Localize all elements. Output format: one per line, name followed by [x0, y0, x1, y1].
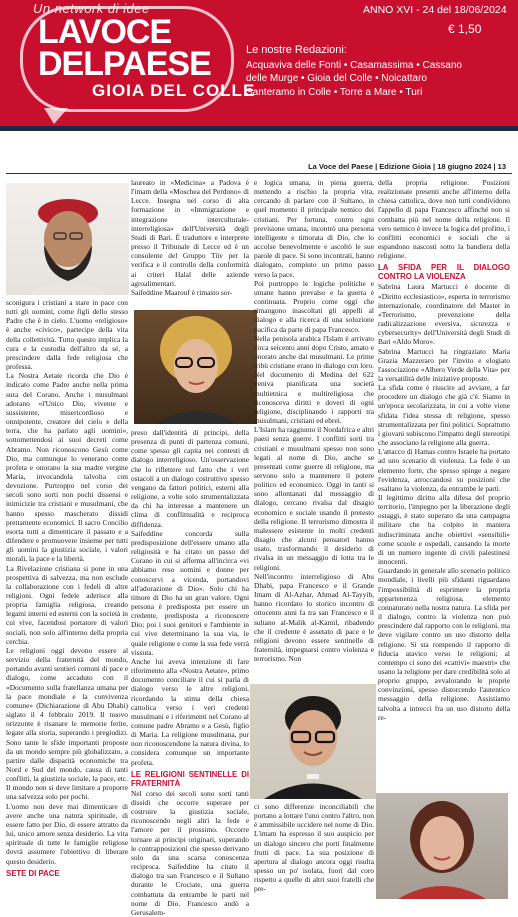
brand-name-line1: LAVOCE	[38, 13, 172, 51]
header-rule	[6, 173, 512, 174]
article-column-1	[6, 298, 128, 879]
paragraph: L'Islam ha raggiunto il Nordafrica e altri paesi senza guerre. I conflitti sorti tra cristiani e musulmani spesso non sono legati al nome di Dio, anche se presentati come guerre di religione, ma servono solo a mantenere il potere politico ed economico. Oggi in tanti si sono allontanati dal messaggio di dialogo, cercano rivalsa dal disagio economico e sociale usando il pretesto della religione. Il terrorismo dimostra il malessere esistente in molti credenti disagio che alcuni pensatori hanno usato, trasformando il desiderio di rivalsa in un messaggio di lotta tra le religioni.	[254, 425, 374, 572]
article-column-3-bottom	[254, 802, 374, 894]
sabrina-martucci-photo	[376, 793, 508, 899]
woman-speaker-photo	[134, 310, 257, 424]
paragraph: L'attacco di Hamas contro Israele ha portato ad uno scenario di violenza. La fede è un elemento forte, che spesso spinge a negare l'evidenza, arroccandosi su posizioni che esaltano la violenza, da entrambe le parti.	[378, 447, 510, 493]
speech-bubble-tail	[44, 108, 68, 124]
issue-info: ANNO XVI - 24 del 18/06/2024	[363, 4, 507, 16]
page-header: La Voce del Paese | Edizione Gioia | 18 giugno 2024 | 13	[308, 162, 506, 171]
redazioni-line: delle Murge • Gioia del Colle • Noicattaro	[246, 73, 427, 84]
paragraph: sconigura i cristiani a stare in pace con tutti gli uomini, come figli dello stesso Padre che è in cielo. L'uomo «religioso» è anche «civico», partecipe della vita della collettività. Tutto questo implica la cura e la custodia dell'altro da sé, a prescindere dalla fede religiosa che professa.	[6, 298, 128, 372]
imam-photo	[6, 183, 129, 295]
paragraph: Nell'incontro interreligioso di Abu Dhabi, papa Francesco e il Grande Imam di Al-Azhar, Ahmad Al-Tayyib, hanno ricordato lo storico incontro di ottocento anni fa tra san Francesco e il sultano al-Malik al-Kamil, ribadendo che il credente è assetato di pace e le religioni devono essere sentinelle di fraternità, impegnarsi contro violenza e terrorismo. Non	[254, 571, 374, 664]
paragraph: Saifeddine concorda sulla predisposizione dell'essere umano alla religiosità e ha citato un passo del Corano in cui si afferma all'incirca «vi abbiamo reso uomini e donne per conoscervi a vicenda, portandovi all'adorazione di Dio». Solo chi ha timore di Dio ha un gran valore. Ogni persona è predisposta per essere un credente, predisposta a riconoscere Dio; poi i suoi genitori e l'ambiente in cui vive determinano la sua via, le quale religione e come la sua fede verrà vissuta.	[131, 528, 249, 657]
paragraph: e logica umana, in piena guerra, mettendo a rischio la propria vita, cercando di parlare con il Sultano, in quel momento il principale nemico dei cristiani. Per fortuna, contro ogni previsione umana, incontrò una persona intelligente e timorata di Dio, che lo accolse benevolmente e ascoltò le sue parole di pace. Si sono incontrati, hanno dialogato, compiuto un primo passo verso la pace.	[254, 178, 374, 279]
paragraph: laureato in «Medicina» a Padova è l'imam della «Moschea del Perdono» di Lecce. Insegna nel corso di alta formazione in «Immigrazione e integrazione interculturale-interreligiosa» dell'Università degli Studi di Bari. È traduttore e interprete presso il Tribunale di Lecce ed è un consulente del Gruppo Tüv per la verifica e il controllo della conformità ai criteri Halal delle aziende agroalimentari.	[131, 178, 249, 288]
redazioni-title: Le nostre Redazioni:	[246, 44, 347, 56]
paragraph: Anche lui aveva intenzione di fare riferimento alla «Nostra Aetate», primo documento conciliare il cui si parla di dialogo verso le altre religioni, ricordando la stima della chiesa cattolica verso i veri credenti musulmani e i riferimenti nel Corano al comune padre Abramo e a Gesù, figlio di Maria. La religione musulmana, pur non riconoscendone la natura divina, lo considera comunque un importante profeta.	[131, 656, 249, 767]
paragraph: La Rivelazione cristiana si pone in una prospettiva di salvezza, ma non esclude la collaborazione con i fedeli di altre religioni. Ogni fedele aderisce alla propria famiglia religiosa, creando legami interni ed esterni con la società in cui vive, facendosi portatore di valori sociali, non solo all'interno della propria cerchia.	[6, 563, 128, 646]
masthead	[0, 0, 518, 126]
paragraph: Nel corso dei secoli sono sorti tanti dissidi che occorre superare per costruire la giustizia sociale, riconoscendo negli altri la fede e l'amore per il prossimo. Occorre tornare ai principi originari, superando le contrapposizioni che spesso derivano solo da una scarsa conoscenza reciproca. Saifeddine ha citato il dialogo tra san Francesco e il Sultano durante le Crociate, una guerra combattuta da entrambe le parti nel nome di Dio. Francesco andò a Gerusalem-	[131, 788, 249, 917]
paragraph: Sabrina Laura Martucci è docente di «Diritto ecclesiastico», esperta in terrorismo internazionale, coordinatore del Master in «Terrorismo, prevenzione della radicalizzazione eversiva, sicurezza e cybersecurity» dell'Università degli Studi di Bari «Aldo Moro».	[378, 282, 510, 347]
header-image-strip	[0, 126, 518, 131]
section-heading: LA SFIDA PER IL DIALOGO CONTRO LA VIOLENZA	[378, 263, 510, 282]
paragraph: Saifeddine Maarouf è rimasto sor-	[131, 287, 233, 297]
paragraph: La Nostra Aetate ricorda che Dio è indicato come Padre anche nella prima sura del Corano. Anche i musulmani adorano «l'Unico Dio, vivente e sussistente, misericordioso e onnipotente, creatore del cielo e della terra, che ha parlato agli uomini», sottomettendosi ai suoi decreti come Abramo. Non riconoscono Gesù come Dio, ma comunque lo venerano come profeta e onorano la sua madre vergine Maria, invocandola talvolta con devozione. Purtroppo nel corso dei secoli sono sorti non pochi dissensi e inimicizie tra cristiani e musulmani, che hanno spesso mascherato dissidi prettamente economici. Il sacro Concilio esorta tutti a dimenticare il passato e a difendere e promuovere insieme per tutti gli uomini la giustizia sociale, i valori morali, la pace e la libertà.	[6, 371, 128, 564]
paragraph: preso dall'identità di principi, della presenza di punti di partenza comuni, come spesso gli capita nei contesti di dialogo interreligioso. Un'osservazione che lo riflettere sul fatto che i veri ostacoli a un dialogo costruttivo spesso vengano da fattori politici, esterni alla religione, a volte solo strumentalizzata da chi ha interesse a mantenere un clima di conflittualità e reciproca diffidenza.	[131, 428, 249, 529]
woman-portrait-icon	[376, 793, 508, 899]
section-heading: SETE DI PACE	[6, 868, 60, 878]
priest-photo	[250, 684, 376, 799]
brand-name-line2: DELPAESE	[38, 45, 211, 83]
article-column-3	[254, 178, 374, 663]
section-heading: LE RELIGIONI SENTINELLE DI FRATERNITÀ	[131, 769, 249, 788]
paragraph: L'uomo non deve mai dimenticare di avere anche una natura spirituale, di essere fatto per Dio, di essere attratto da lui, unico amore senza desiderio. La vita spirituale di tutte le famiglie religiose dovrà assumere l'obiettivo di liberare questo desiderio.	[6, 801, 128, 866]
imam-portrait-icon	[6, 183, 129, 295]
redazioni-list	[246, 44, 508, 99]
paragraph: Nella penisola arabica l'Islam è arrivato circa seicento anni dopo Cristo, amato e onorato anche dai musulmani. Le prime tribù cristiane erano in dialogo con loro. Nel documento di Medina del 622 veniva pianificata una società multietnica e multireligiosa che riconosceva diritti e doveri di ogni religione, disciplinando i rapporti tra musulmani, cristiani ed ebrei.	[254, 333, 374, 426]
paragraph: Poi purtroppo le logiche politiche e umane hanno prevalso e la guerra è continuata. Proprio come oggi che rimangono inascoltati gli appelli al dialogo e alla ricerca di una soluzione pacifica da parte di papa Francesco.	[254, 278, 374, 334]
brand-town: GIOIA DEL COLLE	[92, 81, 256, 100]
article-column-2	[131, 428, 249, 917]
paragraph: della propria religione. Posizioni realizionate presenti anche all'interno della chiesa cattolica, dove non tutti condividono l'appello di papa Francesco affinché non si combatta più nel nome della religione. Il vero nemico è invece la logica del profitto, i conflitti economici e sociali che si espandono nascosti sotto la bandiera della religione.	[378, 178, 510, 261]
article-column-4	[378, 178, 510, 722]
paragraph: Sabrina Martucci ha ringraziato Maria Grazia Mazzeraro per l'invito e elogiato l'associazione «Albero Verde della Vita» per la versatilità delle iniziative proposte.	[378, 346, 510, 383]
paragraph: ci sono differenze inconciliabili che portano a lottare l'uno contro l'altro, non è ammissibile uccidere nel nome di Dio. L'imam ha espresso il suo auspicio per un dialogo sincero che porti finalmente frutti di pace. La sua posizione di apertura al dialogo ancora oggi risulta spesso un po' isolata, fuori dal coro rispetto a quelle di altri suoi fratelli che pre-	[254, 802, 374, 894]
article-column-2-top	[131, 178, 249, 297]
paragraph: La sfida come è riuscire ad avviare, a far procedere un dialogo che già c'è. Siamo in un'epoca secolarizzata, in cui a volte viene sfidata l'idea stessa di religione, spesso strumentalizzata per fini politici. Soprattutto i giovani subiscono l'impatto degli stereotipi che associano la religione alla guerra.	[378, 383, 510, 448]
woman-portrait-icon	[134, 310, 257, 424]
paragraph: Le religioni oggi devono essere al servizio della fraternità del mondo, portando avanti sentieri comuni di pace e dialogo, come accaduto con il «Documento sulla fratellanza umana per la pace mondiale e la convivenza comune» (Dichiarazione di Abu Dhabi) siglato il 4 febbraio 2019. Il nuovo orizzonte è risanare le memorie ferite, legate alla storia, superando i pregiudizi. Sono tante le sfide importanti proposte da un mondo sempre più globalizzato, a partire dalle disparità economiche tra Nord e Sud del mondo, causa di tanti conflitti, la giustizia sociale, la pace, etc. Il mondo non si deve limitare a proporre una salvezza solo per pochi.	[6, 645, 128, 802]
network-tagline: Un network di idee	[33, 1, 150, 16]
price: € 1,50	[448, 22, 482, 36]
paragraph: Guardando in generale allo scenario politico mondiale, i livelli più sfidanti riguardano l'impossibilità di esprimere la propria appartenenza religiosa, elemento connaturato nella nostra natura. La sfida per il dialogo, contro la violenza non può prescindere dal rapporto con le religioni, ma deve vigilare contro un uso distorto della religione. Si sta rompendo il rapporto di fiducia atavico verso le religioni; al contempo ci sono dei «cattivi» maestri» che usano la religione per dare credibilità solo al proprio gruppo, avvalorando le proprie convinzioni, spesso distorcendo l'autentico messaggio della religione. Assistiamo talvolta a intrecci fra un uso distorto della re-	[378, 566, 510, 722]
redazioni-line: Santeramo in Colle • Torre a Mare • Turi	[246, 86, 423, 98]
priest-portrait-icon	[250, 684, 376, 799]
paragraph: Il legittimo diritto alla difesa del proprio territorio, l'impegno per la liberazione degli ostaggi, è stato superato da una campagna militare che ha colpito in maniera indiscriminata anche obiettivi «sensibili» come scuole e ospedali, causando la morte di un numero ingente di civili palestinesi innocenti.	[378, 493, 510, 567]
redazioni-line: Acquaviva delle Fonti • Casamassima • Cassano	[246, 59, 462, 71]
